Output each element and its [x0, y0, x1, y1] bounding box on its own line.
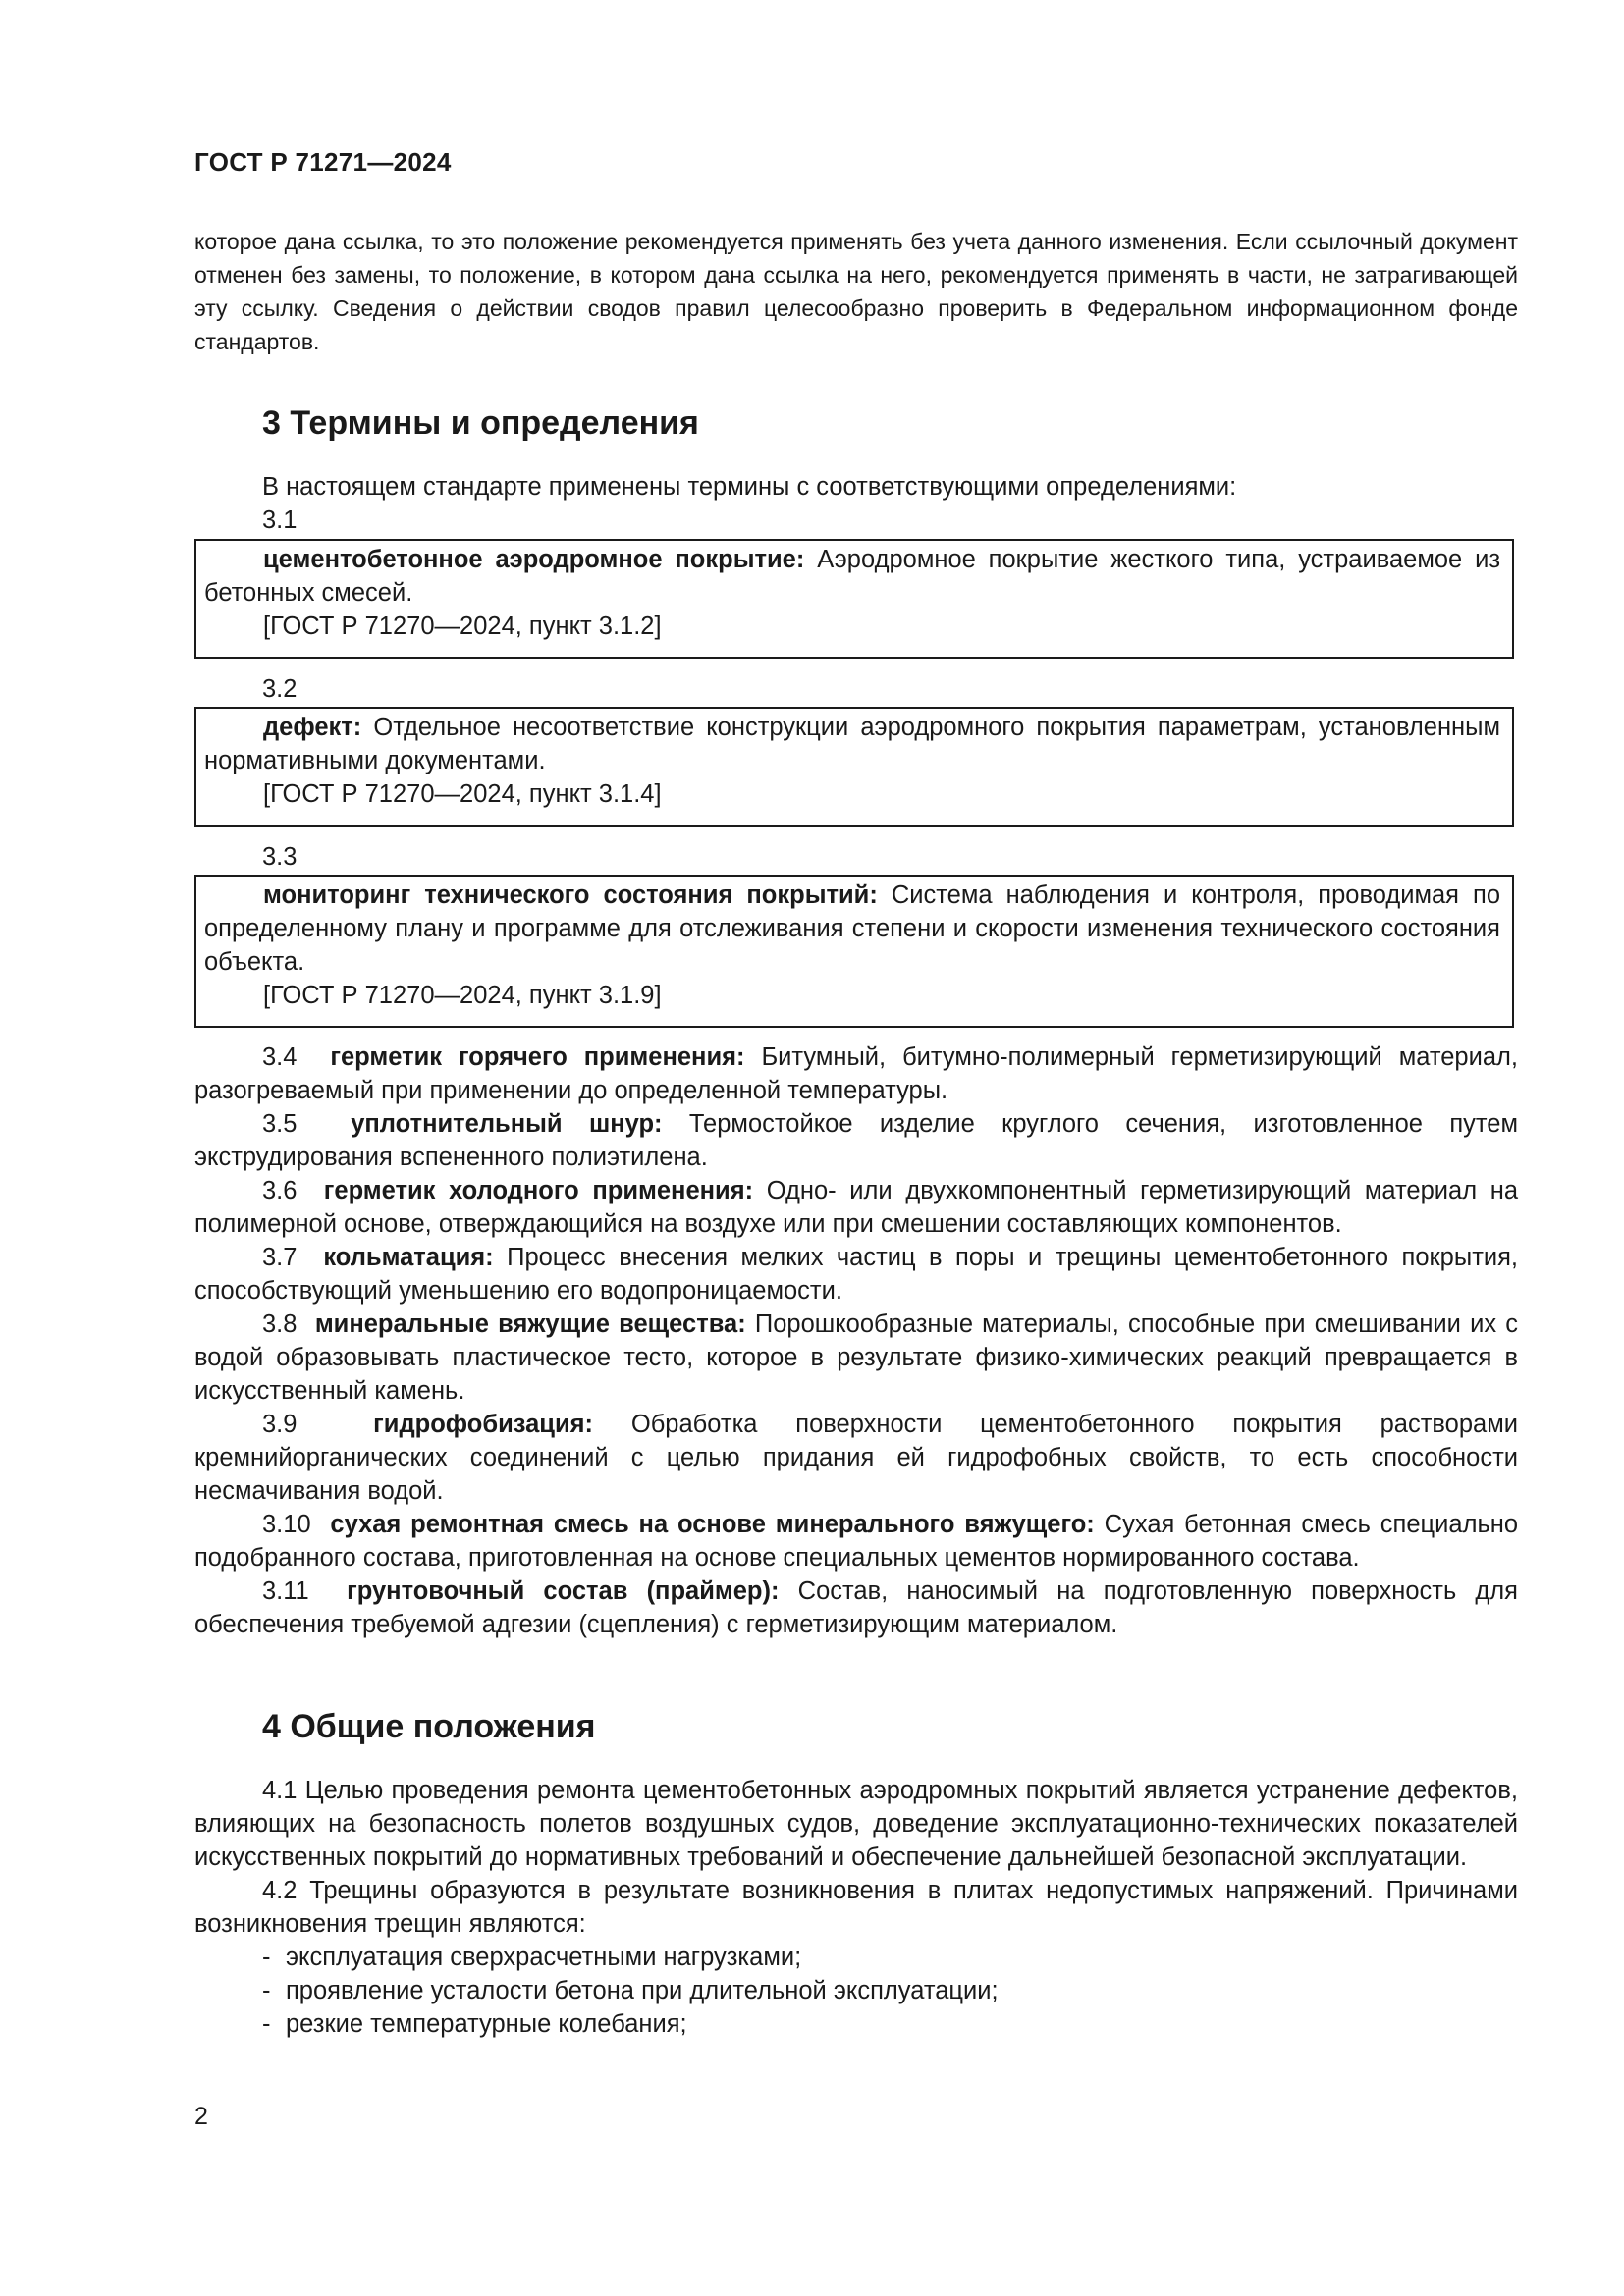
term-number-3-1: 3.1: [262, 507, 298, 534]
section-4-body: [194, 1774, 1518, 2041]
paragraph-4-2: 4.2 Трещины образуются в результате возникновения в плитах недопустимых напряжений. Причинами возникновения трещин являются:: [194, 1877, 1518, 1938]
definition-box-3-3: [194, 875, 1514, 1028]
term-definition: Отдельное несоответствие конструкции аэродромного покрытия параметрам, установленным нормативными документами.: [204, 714, 1500, 774]
document-header: ГОСТ Р 71271—2024: [194, 147, 452, 177]
term-item-3-9: 3.9 гидрофобизация: Обработка поверхности цементобетонного покрытия растворами кремнийорганических соединений с целью придания ей гидрофобных свойств, то есть способности несмачивания водой.: [194, 1411, 1518, 1505]
term-name: дефект:: [263, 714, 362, 741]
term-number-3-3: 3.3: [262, 843, 298, 871]
term-definition: Система наблюдения и контроля, проводимая по определенному плану и программе для отслеживания степени и скорости изменения технического состояния объекта.: [204, 881, 1500, 976]
term-number-3-2: 3.2: [262, 675, 298, 703]
terms-list: [194, 1041, 1518, 1641]
paragraph-4-1: 4.1 Целью проведения ремонта цементобетонных аэродромных покрытий является устранение дефектов, влияющих на безопасность полетов воздушных судов, доведение эксплуатационно-технических показателей искусственных покрытий до нормативных требований и обеспечение дальнейшей безопасной эксплуатации.: [194, 1777, 1518, 1871]
term-source: [ГОСТ Р 71270—2024, пункт 3.1.9]: [263, 982, 662, 1009]
section-4-title: 4 Общие положения: [262, 1708, 596, 1745]
intro-paragraph: которое дана ссылка, то это положение рекомендуется применять без учета данного изменения. Если ссылочный документ отменен без замены, то положение, в котором дана ссылка на него, рекомендуется применять в части, не затрагивающей эту ссылку. Сведения о действии сводов правил целесообразно проверить в Федеральном информационном фонде стандартов.: [194, 229, 1518, 354]
term-source: [ГОСТ Р 71270—2024, пункт 3.1.4]: [263, 780, 662, 808]
section-3-title: 3 Термины и определения: [262, 404, 699, 442]
section-3-lead: В настоящем стандарте применены термины с соответствующими определениями:: [262, 473, 1237, 501]
list-item: - проявление усталости бетона при длительной эксплуатации;: [262, 1977, 999, 2004]
term-item-3-5: 3.5 уплотнительный шнур: Термостойкое изделие круглого сечения, изготовленное путем экструдирования вспененного полиэтилена.: [194, 1110, 1518, 1171]
list-item: - эксплуатация сверхрасчетными нагрузками;: [262, 1944, 802, 1971]
term-definition: Аэродромное покрытие жесткого типа, устраиваемое из бетонных смесей.: [204, 546, 1501, 607]
page-number: 2: [194, 2103, 208, 2130]
list-item: - резкие температурные колебания;: [262, 2010, 687, 2038]
term-item-3-6: 3.6 герметик холодного применения: Одно- или двухкомпонентный герметизирующий материал на полимерной основе, отверждающийся на воздухе или при смешении составляющих компонентов.: [194, 1177, 1519, 1238]
term-name: цементобетонное аэродромное покрытие:: [263, 546, 805, 573]
definition-box-3-1: [194, 539, 1514, 659]
term-item-3-7: 3.7 кольматация: Процесс внесения мелких частиц в поры и трещины цементобетонного покрытия, способствующий уменьшению его водопроницаемости.: [194, 1244, 1519, 1305]
definition-box-3-2: [194, 707, 1514, 827]
term-name: мониторинг технического состояния покрытий:: [263, 881, 878, 909]
term-item-3-8: 3.8 минеральные вяжущие вещества: Порошкообразные материалы, способные при смешивании их с водой образовывать пластическое тесто, которое в результате физико-химических реакций превращается в искусственный камень.: [194, 1310, 1519, 1405]
term-item-3-11: 3.11 грунтовочный состав (праймер): Состав, наносимый на подготовленную поверхность для обеспечения требуемой адгезии (сцепления) с герметизирующим материалом.: [194, 1577, 1518, 1638]
term-source: [ГОСТ Р 71270—2024, пункт 3.1.2]: [263, 613, 662, 640]
term-item-3-10: 3.10 сухая ремонтная смесь на основе минерального вяжущего: Сухая бетонная смесь специально подобранного состава, приготовленная на основе специальных цементов нормированного состава.: [194, 1511, 1518, 1572]
term-item-3-4: 3.4 герметик горячего применения: Битумный, битумно-полимерный герметизирующий материал, разогреваемый при применении до определенной температуры.: [194, 1043, 1518, 1104]
